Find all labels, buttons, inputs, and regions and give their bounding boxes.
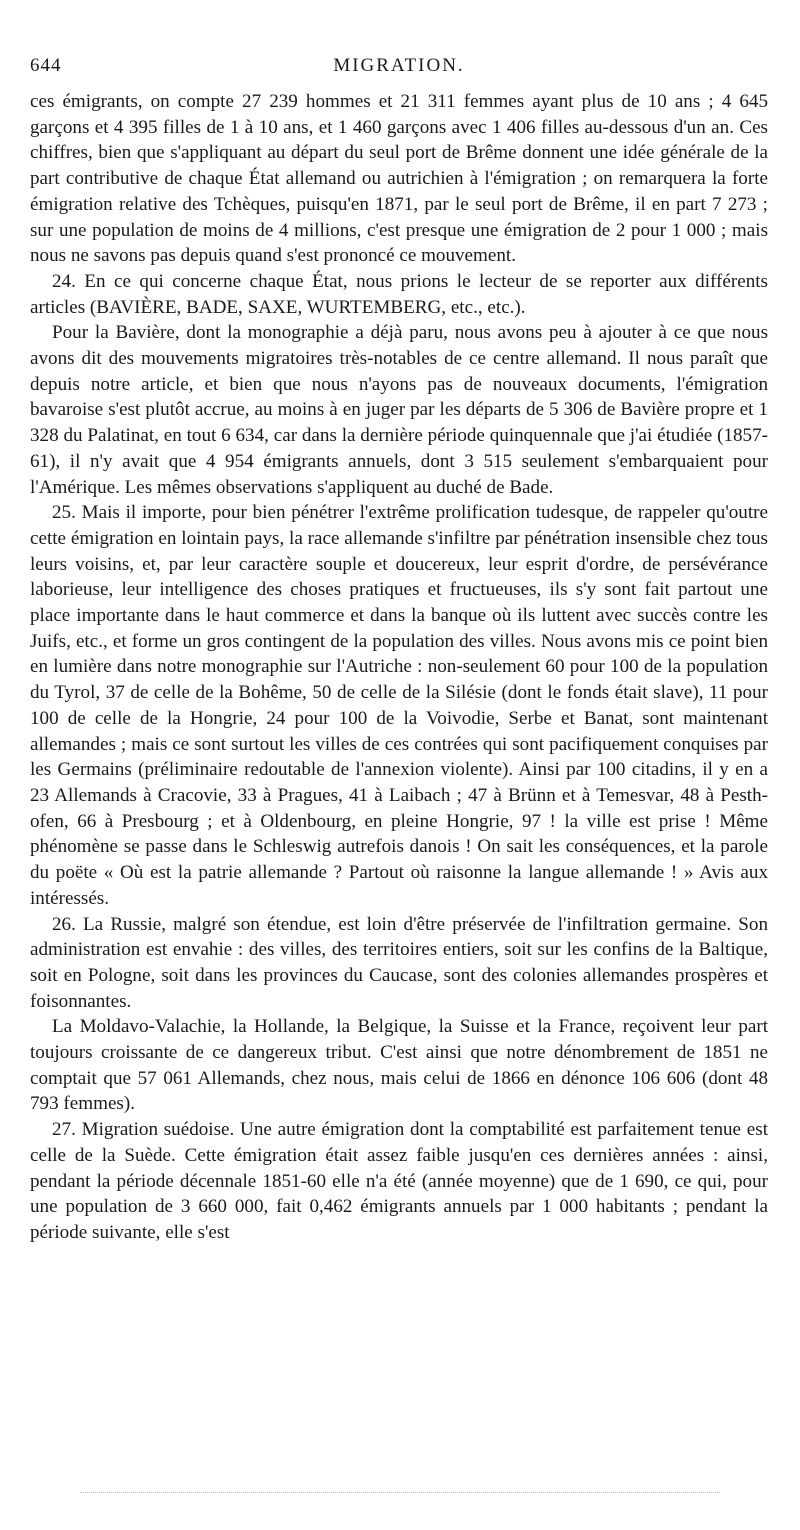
page-number: 644: [30, 55, 62, 76]
paragraph-moldavo-valachie: La Moldavo-Valachie, la Hollande, la Belgique, la Suisse et la France, reçoivent leur part toujours croissante de ce dangereux tribut. C'est ainsi que notre dénombrement de 1851 ne comptait que 57 061 Allemands, chez nous, mais celui de 1866 en dénonce 106 606 (dont 48 793 femmes).: [30, 1016, 768, 1115]
paragraph-25: 25. Mais il importe, pour bien pénétrer l'extrême prolification tudesque, de rappeler qu'outre cette émigration en lointain pays, la race allemande s'infiltre par pénétration insensible chez tous leurs voisins, et, par leur caractère souple et doucereux, leur esprit d'ordre, de persévérance laborieuse, leur intelligence des choses pratiques et fructueuses, ils s'y sont fait partout une place importante dans le haut commerce et dans la banque où ils luttent avec succès contre les Juifs, etc., et forme un gros contingent de la population des villes. Nous avons mis ce point bien en lumière dans notre monographie sur l'Autriche : non-seulement 60 pour 100 de la population du Tyrol, 37 de celle de la Bohême, 50 de celle de la Silésie (dont le fonds était slave), 11 pour 100 de celle de la Hongrie, 24 pour 100 de la Voivodie, Serbe et Banat, sont maintenant allemandes ; mais ce sont surtout les villes de ces contrées qui sont pacifiquement conquises par les Germains (préliminaire redoutable de l'annexion violente). Ainsi par 100 citadins, il y en a 23 Allemands à Cracovie, 33 à Pragues, 41 à Laibach ; 47 à Brünn et à Temesvar, 48 à Pesth-ofen, 66 à Presbourg ; et à Oldenbourg, en pleine Hongrie, 97 ! la ville est prise ! Même phénomène se passe dans le Schleswig autrefois danois ! On sait les conséquences, et la parole du poëte « Où est la patrie allemande ? Partout où raisonne la langue allemande ! » Avis aux intéressés.: [30, 502, 768, 909]
paragraph-26: 26. La Russie, malgré son étendue, est loin d'être préservée de l'infiltration germaine. Son administration est envahie : des villes, des territoires entiers, soit sur les confins de la Baltique, soit en Pologne, soit dans les provinces du Caucase, sont des colonies allemandes prospères et foisonnantes.: [30, 913, 768, 1012]
paragraph-baviere: Pour la Bavière, dont la monographie a déjà paru, nous avons peu à ajouter à ce que nous avons dit des mouvements migratoires très-notables de ce centre allemand. Il nous paraît que depuis notre article, et bien que nous n'ayons pas de nouveaux documents, l'émigration bavaroise s'est plutôt accrue, au moins à en juger par les départs de 5 306 de Bavière propre et 1 328 du Palatinat, en tout 6 634, car dans la dernière période quinquennale que j'ai étudiée (1857-61), il n'y avait que 4 954 émigrants annuels, dont 3 515 seulement s'embarquaient pour l'Amérique. Les mêmes observations s'appliquent au duché de Bade.: [30, 322, 768, 498]
running-title: MIGRATION.: [333, 55, 465, 76]
paragraph-24: 24. En ce qui concerne chaque État, nous prions le lecteur de se reporter aux différents articles (BAVIÈRE, BADE, SAXE, WURTEMBERG, etc., etc.).: [30, 270, 768, 318]
body-text: [30, 89, 768, 1246]
page-header: [30, 55, 768, 89]
paragraph-27: 27. Migration suédoise. Une autre émigration dont la comptabilité est parfaitement tenue est celle de la Suède. Cette émigration était assez faible jusqu'en ces dernières années : ainsi, pendant la période décennale 1851-60 elle n'a été (année moyenne) que de 1 690, ce qui, pour une population de 3 660 000, fait 0,462 émigrants annuels par 1 000 habitants ; pendant la période suivante, elle s'est: [30, 1119, 768, 1243]
footer-divider: [80, 1492, 720, 1493]
paragraph-continuation: ces émigrants, on compte 27 239 hommes et 21 311 femmes ayant plus de 10 ans ; 4 645 garçons et 4 395 filles de 1 à 10 ans, et 1 460 garçons avec 1 406 filles au-dessous d'un an. Ces chiffres, bien que s'appliquant au départ du seul port de Brême donnent une idée générale de la part contributive de chaque État allemand ou autrichien à l'émigration ; on remarquera la forte émigration relative des Tchèques, puisqu'en 1871, par le seul port de Brême, il en part 7 273 ; sur une population de moins de 4 millions, c'est presque une émigration de 2 pour 1 000 ; mais nous ne savons pas depuis quand s'est prononcé ce mouvement.: [30, 91, 768, 267]
book-page: [30, 55, 768, 1246]
